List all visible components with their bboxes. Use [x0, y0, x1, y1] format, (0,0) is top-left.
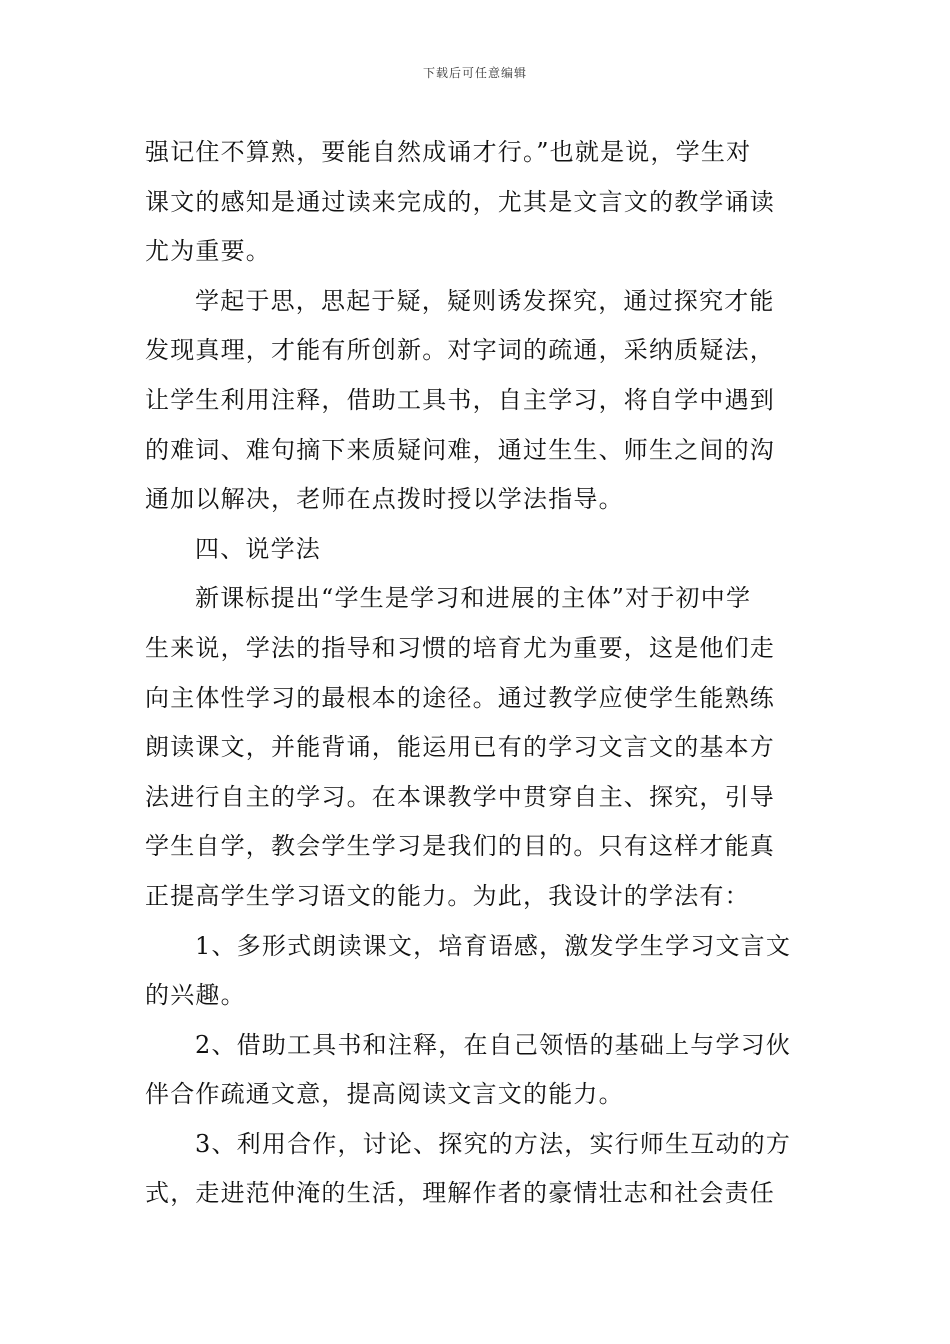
- paragraph-1: [145, 128, 807, 277]
- text-line: 法进行自主的学习。在本课教学中贯穿自主、探究，引导: [145, 782, 775, 811]
- text-line: 的难词、难句摘下来质疑问难，通过生生、师生之间的沟: [145, 435, 775, 464]
- page-header: 下载后可任意编辑: [422, 66, 527, 80]
- section-heading: [145, 525, 807, 575]
- text-line: 伴合作疏通文意，提高阅读文言文的能力。: [145, 1080, 624, 1109]
- text-line: 式，走进范仲淹的生活，理解作者的豪情壮志和社会责任: [145, 1179, 775, 1208]
- text-line: 通加以解决，老师在点拨时授以学法指导。: [145, 485, 624, 514]
- text-line: 让学生利用注释，借助工具书，自主学习，将自学中遇到: [145, 385, 775, 414]
- text-line: 强记住不算熟，要能自然成诵才行。”也就是说，学生对: [145, 138, 752, 166]
- list-item-3: [145, 1120, 807, 1219]
- text-line: 2、借助工具书和注释，在自己领悟的基础上与学习伙: [195, 1030, 792, 1059]
- text-line: 课文的感知是通过读来完成的，尤其是文言文的教学诵读: [145, 187, 775, 216]
- text-line: 1、多形式朗读课文，培育语感，激发学生学习文言文: [195, 931, 792, 960]
- text-line: 正提高学生学习语文的能力。为此，我设计的学法有：: [145, 881, 750, 910]
- document-body: [145, 128, 807, 1219]
- section-heading-text: 四、说学法: [195, 534, 321, 563]
- text-line: 学生自学，教会学生学习是我们的目的。只有这样才能真: [145, 832, 775, 861]
- text-line: 生来说，学法的指导和习惯的培育尤为重要，这是他们走: [145, 633, 775, 662]
- list-item-2: [145, 1021, 807, 1120]
- text-line: 朗读课文，并能背诵，能运用已有的学习文言文的基本方: [145, 733, 775, 762]
- text-line: 尤为重要。: [145, 237, 271, 266]
- list-item-1: [145, 922, 807, 1021]
- text-line: 3、利用合作，讨论、探究的方法，实行师生互动的方: [195, 1129, 792, 1158]
- text-line: 发现真理，才能有所创新。对字词的疏通，采纳质疑法，: [145, 336, 775, 365]
- text-line: 的兴趣。: [145, 981, 246, 1010]
- paragraph-3: [145, 574, 807, 921]
- paragraph-2: [145, 277, 807, 525]
- text-line: 新课标提出“学生是学习和进展的主体”对于初中学: [195, 584, 752, 613]
- text-line: 向主体性学习的最根本的途径。通过教学应使学生能熟练: [145, 683, 775, 712]
- text-line: 学起于思，思起于疑，疑则诱发探究，通过探究才能: [195, 286, 775, 315]
